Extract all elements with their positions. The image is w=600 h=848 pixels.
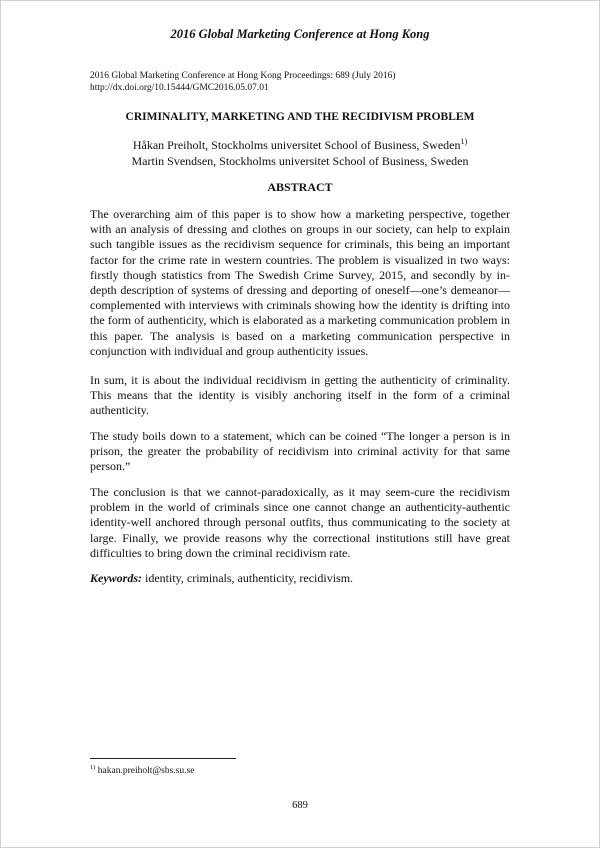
proceedings-info: [90, 70, 396, 94]
paper-title: CRIMINALITY, MARKETING AND THE RECIDIVISM PROBLEM: [125, 111, 475, 123]
footnote-divider: [90, 758, 236, 759]
author-1: [0, 134, 600, 154]
abstract-paragraph-2: In sum, it is about the individual recidivism in getting the authenticity of criminality. This means that the identity is visibly anchoring itself in the form of a criminal authenticity.: [90, 373, 510, 418]
running-header: 2016 Global Marketing Conference at Hong Kong: [170, 27, 430, 41]
author-1-footnote-mark[interactable]: 1): [460, 137, 468, 146]
proceedings-citation: 2016 Global Marketing Conference at Hong Kong Proceedings: 689 (July 2016): [90, 71, 396, 81]
abstract-paragraph-4: The conclusion is that we cannot-paradoxically, as it may seem-cure the recidivism problem in the world of criminals since one cannot change an authenticity-authentic identity-well anchored through personal outfits, thus communicating to the society at large. Finally, we provide reasons why the correctional institutions still have great difficulties to bring down the criminal recidivism rate.: [90, 485, 510, 560]
author-2: Martin Svendsen, Stockholms universitet School of Business, Sweden: [131, 153, 469, 168]
keywords-label: Keywords:: [90, 571, 142, 585]
author-list: [0, 134, 600, 169]
page-number: 689: [292, 800, 308, 811]
keywords-line: [90, 571, 510, 586]
doi-link[interactable]: http://dx.doi.org/10.15444/GMC2016.05.07.01: [90, 83, 269, 93]
footnote-mark: 1): [90, 764, 96, 771]
keywords-text: identity, criminals, authenticity, recidivism.: [142, 571, 354, 585]
abstract-paragraph-1: The overarching aim of this paper is to show how a marketing perspective, together with an analysis of dressing and clothes on groups in our society, can help to explain such tangible issues as the recidivism sequence for criminals, this being an important factor for the crime rate in western countries. The problem is visualized in two ways: firstly though statistics from The Swedish Crime Survey, 2015, and secondly by in-depth description of systems of dressing and deporting of oneself—one’s demeanor—complemented with interviews with criminals showing how the identity is drifting into the form of authenticity, which is elaborated as a marketing communication problem in this paper. The analysis is based on a marketing communication perspective in conjunction with individual and group authenticity issues.: [90, 207, 510, 358]
footnote: [90, 764, 194, 776]
abstract-paragraph-3: The study boils down to a statement, which can be coined “The longer a person is in prison, the greater the probability of recidivism into criminal activity for that same person.”: [90, 429, 510, 474]
author-1-affiliation: Håkan Preiholt, Stockholms universitet School of Business, Sweden: [132, 138, 461, 152]
footnote-email[interactable]: hakan.preiholt@sbs.su.se: [95, 766, 195, 777]
abstract-heading: ABSTRACT: [267, 180, 333, 194]
